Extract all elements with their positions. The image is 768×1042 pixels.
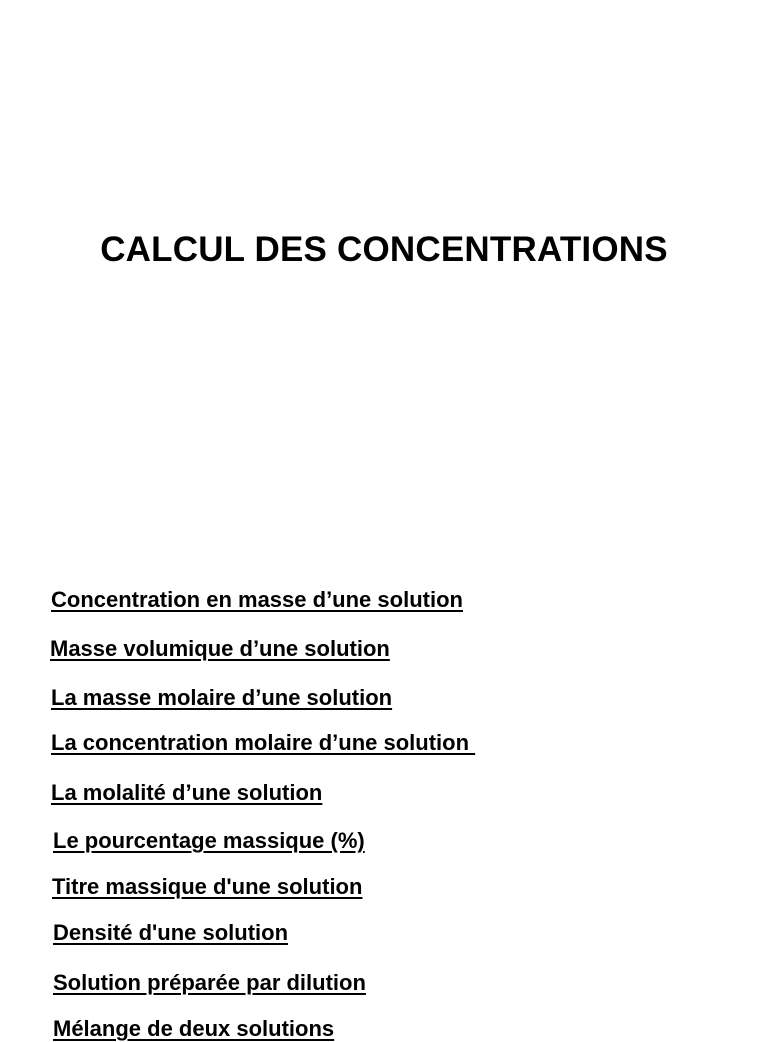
topic-density-volumique: Masse volumique d’une solution bbox=[50, 636, 390, 661]
topic-mass-concentration: Concentration en masse d’une solution bbox=[51, 587, 463, 612]
topic-molar-concentration: La concentration molaire d’une solution bbox=[51, 730, 476, 755]
topic-dilution: Solution préparée par dilution bbox=[53, 970, 366, 995]
topic-molality: La molalité d’une solution bbox=[51, 780, 323, 805]
document-title: CALCUL DES CONCENTRATIONS bbox=[100, 230, 668, 269]
topic-mixing-solutions: Mélange de deux solutions bbox=[53, 1016, 335, 1041]
topic-molar-mass: La masse molaire d’une solution bbox=[51, 685, 393, 710]
topic-mass-titer: Titre massique d'une solution bbox=[52, 874, 363, 899]
topic-mass-percentage: Le pourcentage massique (%) bbox=[53, 828, 365, 853]
topic-relative-density: Densité d'une solution bbox=[53, 920, 289, 945]
